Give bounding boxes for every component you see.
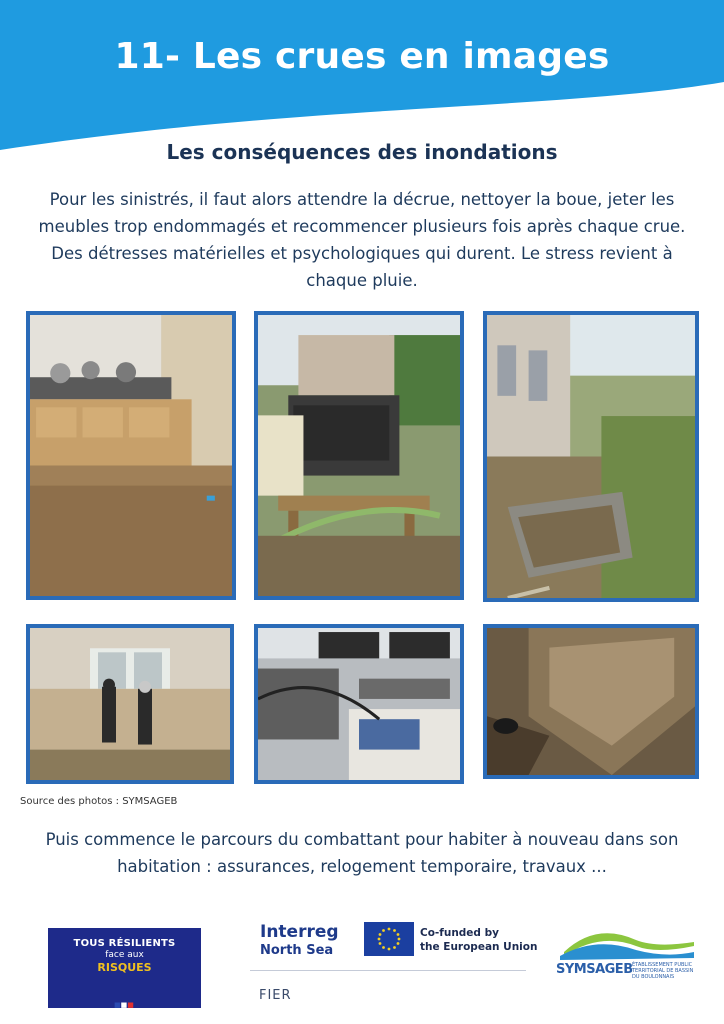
intro-paragraph: Pour les sinistrés, il faut alors attendre la décrue, nettoyer la boue, jeter les meubles trop endommagés et recommencer plusieurs fois après chaque crue. Des détresses matérielles et psychologiques qui durent. Le stress revient à chaque pluie. — [38, 190, 686, 290]
photo-appliances-on-table — [254, 311, 464, 600]
photo-stripped-room — [26, 624, 234, 784]
header-banner — [0, 0, 724, 160]
interreg-name: Interreg — [260, 922, 339, 942]
tous-resilients-logo — [48, 928, 201, 1008]
interreg-region: North Sea — [260, 943, 334, 958]
photo-muddy-floor — [483, 624, 699, 779]
photo-wheelbarrow-mud — [483, 311, 699, 602]
symsageb-wave-icon — [556, 922, 696, 962]
symsageb-name: SYMSAGEB — [556, 962, 633, 977]
page-title: 11- Les crues en images — [114, 36, 610, 77]
french-flag-icon: ■■■ — [114, 1001, 134, 1009]
footer-divider — [250, 970, 526, 971]
eu-line2: the European Union — [420, 941, 538, 953]
section-heading: Les conséquences des inondations — [166, 140, 558, 164]
photo-flooded-kitchen — [26, 311, 236, 600]
photo-damaged-computers — [254, 624, 464, 784]
photo-source: Source des photos : SYMSAGEB — [20, 796, 178, 807]
tr-line1: TOUS RÉSILIENTS — [73, 938, 176, 949]
project-name: FIER — [259, 988, 292, 1003]
symsageb-subtitle: ÉTABLISSEMENT PUBLIC TERRITORIAL DE BASSIN DU BOULONNAIS — [632, 962, 694, 980]
eu-flag-icon — [364, 922, 414, 956]
symsageb-logo — [556, 922, 696, 1002]
tr-line3: RISQUES — [97, 961, 152, 974]
outro-paragraph: Puis commence le parcours du combattant pour habiter à nouveau dans son habitation : assurances, relogement temporaire, travaux ... — [45, 830, 679, 876]
eu-line1: Co-funded by — [420, 927, 499, 939]
interreg-logo — [260, 922, 339, 958]
tr-line2: face aux — [105, 950, 144, 960]
eu-cofunded-text — [420, 926, 537, 954]
